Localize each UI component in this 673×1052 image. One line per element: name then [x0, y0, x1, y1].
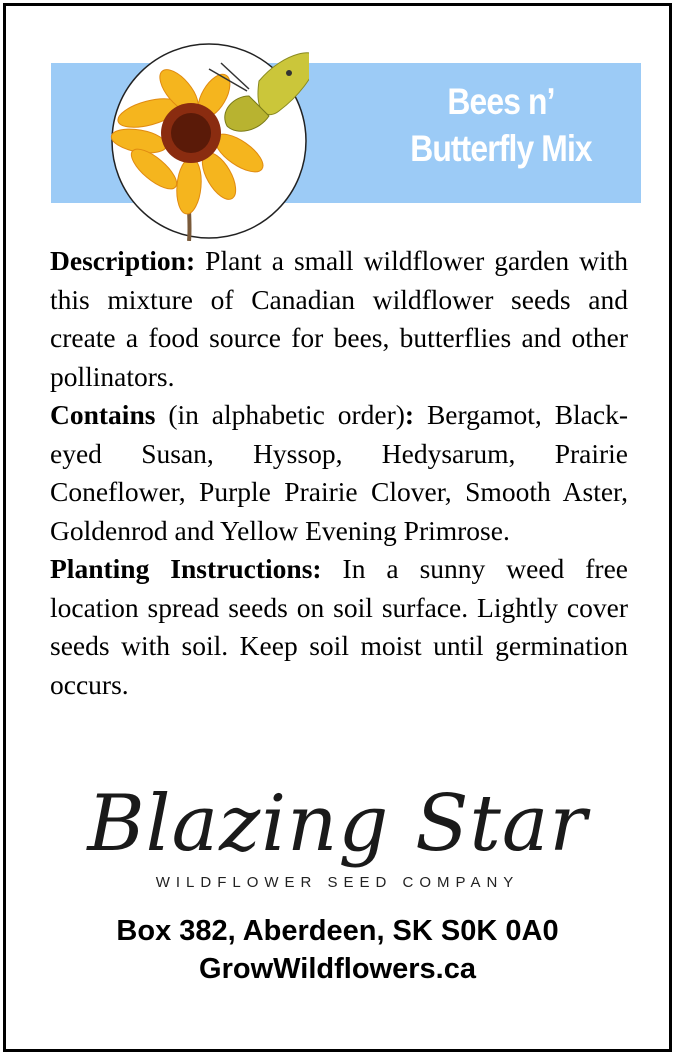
title-line-2: Butterfly Mix	[410, 128, 592, 169]
planting-text: In a sunny weed free location spread seeds on soil surface. Lightly cover seeds with soil. Keep soil moist until germination occurs.	[50, 553, 628, 700]
contains-colon: :	[404, 399, 415, 430]
planting-label: Planting Instructions:	[50, 553, 322, 584]
website-link[interactable]: GrowWildflowers.ca	[199, 953, 476, 985]
mailing-address: Box 382, Aberdeen, SK S0K 0A0	[116, 915, 559, 947]
title-line-1: Bees n’	[447, 81, 555, 122]
contains-label: Contains	[50, 399, 156, 430]
description-paragraph	[50, 242, 628, 396]
contains-paragraph	[50, 396, 628, 550]
description-label: Description:	[50, 245, 196, 276]
description-text: Plant a small wildflower garden with this mixture of Canadian wildflower seeds and create a food source for bees, butterflies and other pollinators.	[50, 245, 628, 392]
brand-subtitle: WILDFLOWER SEED COMPANY	[155, 874, 520, 891]
contains-text: Bergamot, Black-eyed Susan, Hyssop, Hedysarum, Prairie Coneflower, Purple Prairie Clover, Smooth Aster, Goldenrod and Yellow Evening Primrose.	[50, 399, 628, 546]
description-block	[50, 242, 628, 704]
brand-logo: Blazing Star	[87, 779, 588, 869]
contains-qualifier: (in alphabetic order)	[155, 399, 405, 430]
planting-paragraph	[50, 550, 628, 704]
butterfly-on-flower-icon	[109, 41, 309, 241]
seed-packet-card	[3, 3, 672, 1052]
product-title	[389, 78, 613, 172]
